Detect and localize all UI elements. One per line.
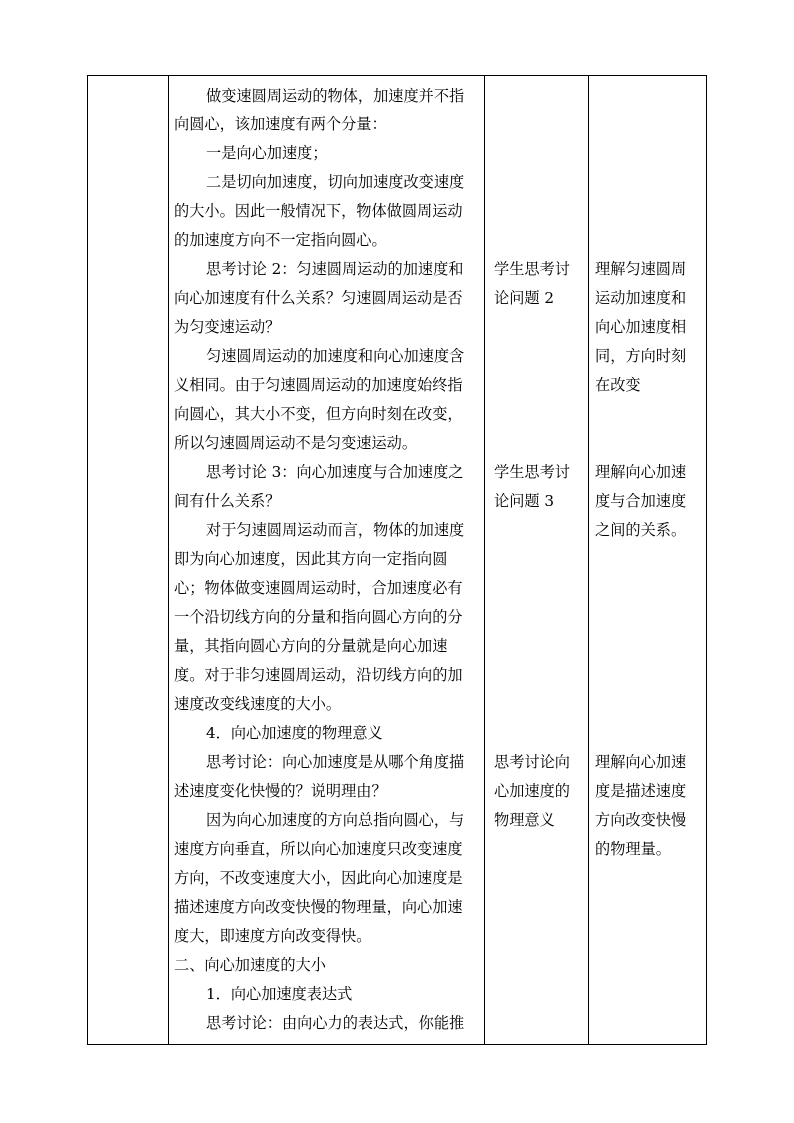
column-divider (168, 76, 169, 1044)
content-line: 为匀变速运动？ (174, 318, 281, 336)
content-line: 思考讨论：向心加速度是从哪个角度描 (206, 753, 465, 771)
section-heading: 二、向心加速度的大小 (174, 956, 326, 974)
design-intent-line: 在改变 (595, 376, 641, 394)
design-intent-line: 的物理量。 (595, 840, 671, 858)
content-line: 思考讨论 3：向心加速度与合加速度之 (206, 463, 464, 481)
content-line: 因为向心加速度的方向总指向圆心，与 (206, 811, 465, 829)
content-line: 量，其指向圆心方向的分量就是向心加速 (174, 637, 448, 655)
design-intent-line: 向心加速度相 (595, 318, 687, 336)
student-activity-line: 论问题 3 (494, 492, 555, 510)
content-line: 度大，即速度方向改变得快。 (174, 927, 372, 945)
content-line: 速度方向垂直，所以向心加速度只改变速度 (174, 840, 463, 858)
content-line: 一个沿切线方向的分量和指向圆心方向的分 (174, 608, 463, 626)
student-activity-line: 思考讨论向 (494, 753, 570, 771)
design-intent-line: 同，方向时刻 (595, 347, 687, 365)
design-intent-line: 方向改变快慢 (595, 811, 687, 829)
content-line: 心；物体做变速圆周运动时，合加速度必有 (174, 579, 463, 597)
design-intent-line: 之间的关系。 (595, 521, 687, 539)
content-line: 间有什么关系？ (174, 492, 281, 510)
content-line: 做变速圆周运动的物体，加速度并不指 (206, 87, 465, 105)
column-divider (484, 76, 485, 1044)
student-activity-line: 学生思考讨 (494, 260, 570, 278)
content-line: 的大小。因此一般情况下，物体做圆周运动 (174, 202, 463, 220)
content-line: 即为向心加速度，因此其方向一定指向圆 (174, 550, 448, 568)
lesson-table (87, 75, 707, 1045)
content-line: 速度改变线速度的大小。 (174, 695, 342, 713)
student-activity-line: 论问题 2 (494, 289, 555, 307)
content-line: 所以匀速圆周运动不是匀变速运动。 (174, 434, 417, 452)
student-activity-line: 心加速度的 (494, 782, 570, 800)
content-line: 描述速度方向改变快慢的物理量，向心加速 (174, 898, 463, 916)
content-line: 二是切向加速度，切向加速度改变速度 (206, 173, 465, 191)
section-heading: 4．向心加速度的物理意义 (206, 724, 383, 742)
section-heading: 1．向心加速度表达式 (206, 985, 353, 1003)
design-intent-line: 理解向心加速 (595, 463, 687, 481)
content-line: 义相同。由于匀速圆周运动的加速度始终指 (174, 376, 463, 394)
content-line: 的加速度方向不一定指向圆心。 (174, 231, 387, 249)
content-line: 匀速圆周运动的加速度和向心加速度含 (206, 347, 465, 365)
content-line: 思考讨论 2：匀速圆周运动的加速度和 (206, 260, 464, 278)
design-intent-line: 理解向心加速 (595, 753, 687, 771)
content-line: 向圆心，该加速度有两个分量： (174, 115, 387, 133)
content-line: 思考讨论：由向心力的表达式，你能推 (206, 1014, 465, 1032)
design-intent-line: 度是描述速度 (595, 782, 687, 800)
student-activity-line: 物理意义 (494, 811, 555, 829)
content-line: 方向，不改变速度大小，因此向心加速度是 (174, 869, 463, 887)
content-line: 述速度变化快慢的？说明理由？ (174, 782, 387, 800)
content-line: 对于匀速圆周运动而言，物体的加速度 (206, 521, 465, 539)
content-line: 一是向心加速度； (206, 144, 328, 162)
design-intent-line: 理解匀速圆周 (595, 260, 687, 278)
column-divider (588, 76, 589, 1044)
content-line: 度。对于非匀速圆周运动，沿切线方向的加 (174, 666, 463, 684)
content-line: 向圆心，其大小不变，但方向时刻在改变， (174, 405, 463, 423)
content-line: 向心加速度有什么关系？匀速圆周运动是否 (174, 289, 463, 307)
design-intent-line: 运动加速度和 (595, 289, 687, 307)
design-intent-line: 度与合加速度 (595, 492, 687, 510)
student-activity-line: 学生思考讨 (494, 463, 570, 481)
